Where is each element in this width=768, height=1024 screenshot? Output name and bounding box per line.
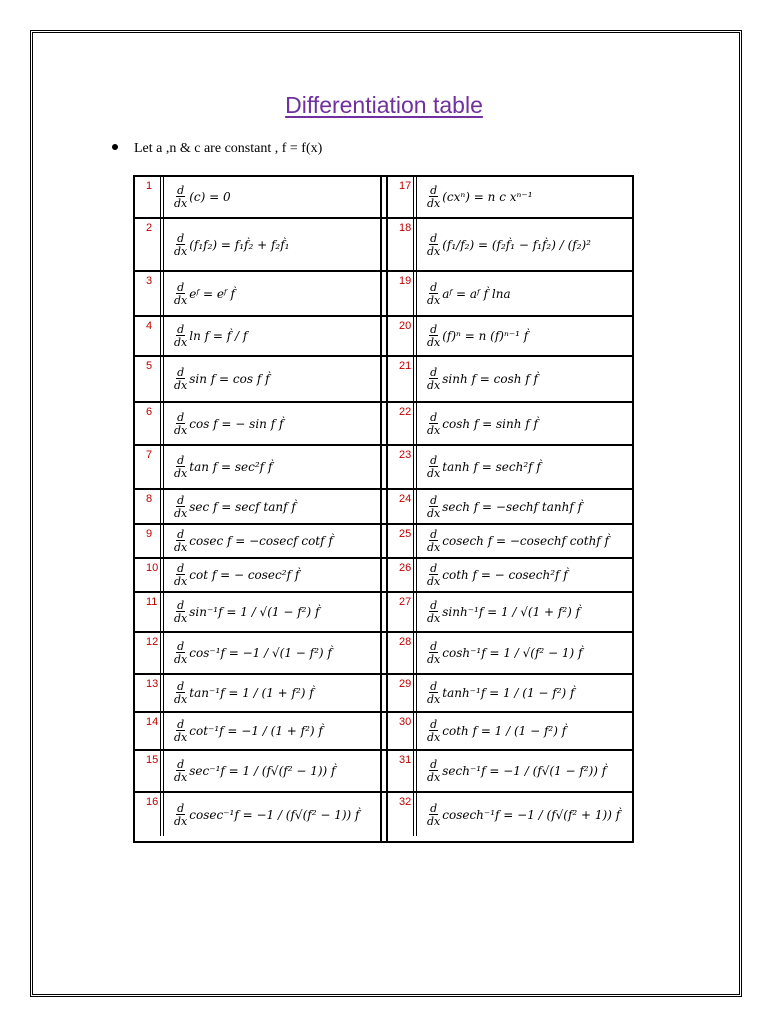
- formula-cell: [388, 525, 632, 557]
- formula-expression: tan f = sec²f f̀: [189, 460, 273, 474]
- ddx-numerator: d: [177, 528, 185, 541]
- row-number: 12: [135, 633, 164, 673]
- formula-expression: sech f = −sechf tanhf f̀: [442, 499, 583, 514]
- formula: [421, 357, 632, 401]
- ddx-numerator: d: [430, 801, 438, 815]
- ddx-denominator: dx: [174, 244, 188, 258]
- formula: [168, 317, 380, 355]
- derivative-operator: [427, 324, 440, 348]
- table-row: [135, 219, 632, 272]
- row-number: 18: [388, 219, 417, 270]
- formula-cell: [388, 633, 632, 673]
- derivative-operator: [174, 324, 187, 348]
- ddx-numerator: d: [177, 758, 185, 771]
- row-number: 20: [388, 317, 417, 355]
- derivative-operator: [174, 455, 187, 479]
- formula-expression: (c) = 0: [189, 190, 231, 204]
- row-number: 8: [135, 490, 164, 523]
- ddx-denominator: dx: [174, 575, 188, 588]
- ddx-denominator: dx: [427, 612, 441, 625]
- formula-cell: [135, 403, 380, 444]
- table-row: [135, 675, 632, 713]
- formula: [168, 177, 380, 217]
- ddx-numerator: d: [430, 599, 438, 612]
- row-number: 5: [135, 357, 164, 401]
- formula-expression: sec f = secf tanf f̀: [189, 499, 296, 514]
- ddx-denominator: dx: [174, 731, 188, 744]
- derivative-operator: [174, 600, 187, 624]
- ddx-denominator: dx: [427, 467, 441, 480]
- formula-cell: [135, 633, 380, 673]
- table-row: [135, 272, 632, 317]
- ddx-numerator: d: [430, 231, 438, 245]
- ddx-denominator: dx: [427, 423, 441, 437]
- formula: [421, 751, 632, 791]
- formula-cell: [388, 317, 632, 355]
- derivative-operator: [427, 282, 440, 306]
- ddx-numerator: d: [430, 410, 438, 424]
- formula: [421, 490, 632, 523]
- ddx-denominator: dx: [174, 771, 188, 784]
- formula-expression: cos f = − sin f f̀: [189, 416, 284, 431]
- ddx-numerator: d: [177, 599, 185, 612]
- page-title: Differentiation table: [285, 92, 483, 118]
- row-number: 3: [135, 272, 164, 315]
- table-row: [135, 713, 632, 751]
- ddx-numerator: d: [430, 366, 438, 379]
- formula-cell: [388, 675, 632, 711]
- derivative-operator: [427, 681, 440, 705]
- ddx-denominator: dx: [427, 814, 441, 828]
- ddx-numerator: d: [177, 680, 185, 693]
- formula: [168, 751, 380, 791]
- row-number: 22: [388, 403, 417, 444]
- formula: [421, 593, 632, 631]
- ddx-denominator: dx: [427, 693, 441, 706]
- ddx-denominator: dx: [174, 612, 188, 625]
- formula-cell: [388, 446, 632, 488]
- derivative-operator: [174, 641, 187, 665]
- formula-expression: cosh⁻¹f = 1 / √(f² − 1) f̀: [442, 646, 583, 660]
- ddx-numerator: d: [177, 801, 185, 815]
- formula: [421, 177, 632, 217]
- row-number: 14: [135, 713, 164, 749]
- formula: [168, 713, 380, 749]
- ddx-denominator: dx: [174, 293, 188, 307]
- ddx-denominator: dx: [174, 197, 188, 210]
- row-number: 28: [388, 633, 417, 673]
- row-number: 26: [388, 559, 417, 591]
- formula: [168, 357, 380, 401]
- row-number: 29: [388, 675, 417, 711]
- ddx-numerator: d: [430, 323, 438, 336]
- formula-cell: [388, 490, 632, 523]
- derivative-operator: [427, 455, 440, 479]
- formula-expression: coth f = − cosech²f f̀: [442, 568, 568, 582]
- formula: [168, 272, 380, 315]
- derivative-operator: [174, 282, 187, 306]
- formula-expression: ln f = f̀ / f: [189, 329, 248, 343]
- formula-cell: [388, 713, 632, 749]
- row-number: 9: [135, 525, 164, 557]
- table-row: [135, 633, 632, 675]
- derivative-operator: [174, 367, 187, 391]
- ddx-numerator: d: [177, 410, 185, 424]
- derivative-operator: [427, 719, 440, 743]
- ddx-numerator: d: [177, 231, 185, 245]
- ddx-numerator: d: [430, 454, 438, 467]
- derivative-operator: [427, 495, 440, 519]
- differentiation-table: [133, 175, 634, 843]
- formula: [168, 593, 380, 631]
- row-number: 11: [135, 593, 164, 631]
- derivative-operator: [174, 233, 187, 257]
- formula-cell: [135, 559, 380, 591]
- derivative-operator: [174, 681, 187, 705]
- derivative-operator: [427, 233, 440, 257]
- row-number: 32: [388, 793, 417, 836]
- table-row: [135, 403, 632, 446]
- ddx-denominator: dx: [174, 336, 188, 349]
- ddx-denominator: dx: [427, 506, 441, 520]
- ddx-denominator: dx: [427, 653, 441, 666]
- formula-expression: cosh f = sinh f f̀: [442, 416, 538, 431]
- row-number: 24: [388, 490, 417, 523]
- ddx-denominator: dx: [174, 814, 188, 828]
- ddx-denominator: dx: [427, 197, 441, 210]
- derivative-operator: [427, 600, 440, 624]
- row-number: 1: [135, 177, 164, 217]
- ddx-denominator: dx: [427, 379, 441, 392]
- table-row: [135, 317, 632, 357]
- formula-cell: [135, 177, 380, 217]
- ddx-denominator: dx: [174, 506, 188, 520]
- formula-cell: [135, 272, 380, 315]
- ddx-denominator: dx: [427, 731, 441, 744]
- ddx-numerator: d: [430, 718, 438, 731]
- formula-expression: eᶠ = eᶠ f̀: [189, 286, 235, 301]
- derivative-operator: [427, 367, 440, 391]
- formula-cell: [135, 751, 380, 791]
- formula-expression: (f₁/f₂) = (f₂f̀₁ − f₁f̀₂) / (f₂)²: [442, 237, 591, 252]
- formula: [421, 675, 632, 711]
- ddx-denominator: dx: [427, 541, 441, 554]
- formula-expression: cosech f = −cosechf cothf f̀: [442, 534, 610, 548]
- row-number: 13: [135, 675, 164, 711]
- formula-expression: (cxⁿ) = n c xⁿ⁻¹: [442, 190, 533, 204]
- formula-expression: cosec f = −cosecf cotf f̀: [189, 534, 333, 548]
- ddx-numerator: d: [177, 280, 185, 294]
- ddx-denominator: dx: [427, 293, 441, 307]
- row-number: 21: [388, 357, 417, 401]
- formula-cell: [388, 403, 632, 444]
- ddx-numerator: d: [177, 718, 185, 731]
- derivative-operator: [174, 185, 187, 209]
- row-number: 16: [135, 793, 164, 836]
- table-row: [135, 525, 632, 559]
- formula: [421, 317, 632, 355]
- formula: [168, 525, 380, 557]
- formula: [421, 446, 632, 488]
- formula: [168, 793, 380, 836]
- derivative-operator: [174, 719, 187, 743]
- formula-cell: [135, 525, 380, 557]
- ddx-denominator: dx: [427, 575, 441, 588]
- derivative-operator: [427, 412, 440, 436]
- formula-cell: [388, 593, 632, 631]
- table-row: [135, 177, 632, 219]
- bullet-icon: [112, 144, 118, 150]
- derivative-operator: [427, 759, 440, 783]
- formula-expression: tanh f = sech²f f̀: [442, 460, 541, 474]
- formula-expression: sin⁻¹f = 1 / √(1 − f²) f̀: [189, 605, 320, 619]
- intro-bullet: [112, 141, 322, 157]
- formula-expression: tanh⁻¹f = 1 / (1 − f²) f̀: [442, 686, 575, 700]
- row-number: 19: [388, 272, 417, 315]
- derivative-operator: [174, 803, 187, 827]
- formula: [421, 559, 632, 591]
- formula-cell: [388, 793, 632, 836]
- formula-cell: [388, 177, 632, 217]
- formula-expression: cosec⁻¹f = −1 / (f√(f² − 1)) f̀: [189, 807, 360, 822]
- formula-expression: cot⁻¹f = −1 / (1 + f²) f̀: [189, 724, 323, 738]
- row-number: 7: [135, 446, 164, 488]
- ddx-numerator: d: [177, 562, 185, 575]
- ddx-numerator: d: [430, 493, 438, 507]
- derivative-operator: [174, 759, 187, 783]
- row-number: 10: [135, 559, 164, 591]
- derivative-operator: [427, 563, 440, 587]
- ddx-numerator: d: [430, 280, 438, 294]
- formula-expression: cosech⁻¹f = −1 / (f√(f² + 1)) f̀: [442, 807, 621, 822]
- formula: [168, 446, 380, 488]
- derivative-operator: [174, 495, 187, 519]
- formula-expression: tan⁻¹f = 1 / (1 + f²) f̀: [189, 686, 314, 700]
- derivative-operator: [427, 185, 440, 209]
- row-number: 23: [388, 446, 417, 488]
- formula-expression: (f₁f₂) = f₁f̀₂ + f₂f̀₁: [189, 237, 290, 252]
- table-row: [135, 751, 632, 793]
- formula-expression: sech⁻¹f = −1 / (f√(1 − f²)) f̀: [442, 764, 607, 778]
- derivative-operator: [427, 803, 440, 827]
- row-number: 6: [135, 403, 164, 444]
- row-number: 27: [388, 593, 417, 631]
- formula-cell: [135, 357, 380, 401]
- formula: [168, 490, 380, 523]
- formula-cell: [135, 219, 380, 270]
- formula-expression: (f)ⁿ = n (f)ⁿ⁻¹ f̀: [442, 329, 529, 343]
- ddx-numerator: d: [430, 680, 438, 693]
- ddx-denominator: dx: [174, 653, 188, 666]
- ddx-denominator: dx: [174, 541, 188, 554]
- formula: [421, 633, 632, 673]
- ddx-numerator: d: [430, 562, 438, 575]
- ddx-numerator: d: [177, 184, 185, 197]
- ddx-denominator: dx: [174, 693, 188, 706]
- formula: [421, 403, 632, 444]
- row-number: 15: [135, 751, 164, 791]
- formula: [168, 633, 380, 673]
- ddx-denominator: dx: [174, 423, 188, 437]
- formula-cell: [135, 675, 380, 711]
- derivative-operator: [174, 412, 187, 436]
- formula: [421, 272, 632, 315]
- formula: [168, 559, 380, 591]
- ddx-numerator: d: [177, 323, 185, 336]
- ddx-numerator: d: [430, 184, 438, 197]
- row-number: 4: [135, 317, 164, 355]
- row-number: 2: [135, 219, 164, 270]
- formula-cell: [388, 559, 632, 591]
- ddx-numerator: d: [177, 640, 185, 653]
- table-row: [135, 593, 632, 633]
- formula: [421, 525, 632, 557]
- ddx-denominator: dx: [427, 771, 441, 784]
- formula-expression: cos⁻¹f = −1 / √(1 − f²) f̀: [189, 646, 332, 660]
- formula-expression: cot f = − cosec²f f̀: [189, 568, 300, 582]
- formula: [168, 219, 380, 270]
- derivative-operator: [174, 563, 187, 587]
- row-number: 30: [388, 713, 417, 749]
- row-number: 31: [388, 751, 417, 791]
- derivative-operator: [427, 641, 440, 665]
- formula-cell: [135, 317, 380, 355]
- formula-expression: sec⁻¹f = 1 / (f√(f² − 1)) f̀: [189, 764, 336, 778]
- formula: [421, 713, 632, 749]
- table-row: [135, 446, 632, 490]
- derivative-operator: [174, 529, 187, 553]
- formula-cell: [135, 490, 380, 523]
- ddx-numerator: d: [177, 493, 185, 507]
- formula: [168, 675, 380, 711]
- formula-cell: [135, 713, 380, 749]
- formula: [421, 219, 632, 270]
- derivative-operator: [427, 529, 440, 553]
- row-number: 25: [388, 525, 417, 557]
- formula-cell: [388, 751, 632, 791]
- formula-expression: coth f = 1 / (1 − f²) f̀: [442, 724, 567, 738]
- formula-expression: aᶠ = aᶠ f̀ lna: [442, 286, 511, 301]
- row-number: 17: [388, 177, 417, 217]
- ddx-denominator: dx: [174, 467, 188, 480]
- formula: [421, 793, 632, 836]
- table-row: [135, 357, 632, 403]
- formula-cell: [388, 272, 632, 315]
- formula-expression: sin f = cos f f̀: [189, 372, 270, 386]
- formula-expression: sinh⁻¹f = 1 / √(1 + f²) f̀: [442, 605, 581, 619]
- formula-cell: [388, 357, 632, 401]
- formula-cell: [135, 593, 380, 631]
- ddx-numerator: d: [177, 366, 185, 379]
- formula: [168, 403, 380, 444]
- table-row: [135, 559, 632, 593]
- table-row: [135, 793, 632, 836]
- formula-expression: sinh f = cosh f f̀: [442, 372, 538, 386]
- formula-cell: [135, 446, 380, 488]
- ddx-denominator: dx: [427, 244, 441, 258]
- ddx-numerator: d: [430, 640, 438, 653]
- ddx-numerator: d: [430, 758, 438, 771]
- ddx-numerator: d: [177, 454, 185, 467]
- formula-cell: [135, 793, 380, 836]
- ddx-denominator: dx: [174, 379, 188, 392]
- intro-text: Let a ,n & c are constant , f = f(x): [134, 141, 323, 156]
- ddx-numerator: d: [430, 528, 438, 541]
- formula-cell: [388, 219, 632, 270]
- table-row: [135, 490, 632, 525]
- ddx-denominator: dx: [427, 336, 441, 349]
